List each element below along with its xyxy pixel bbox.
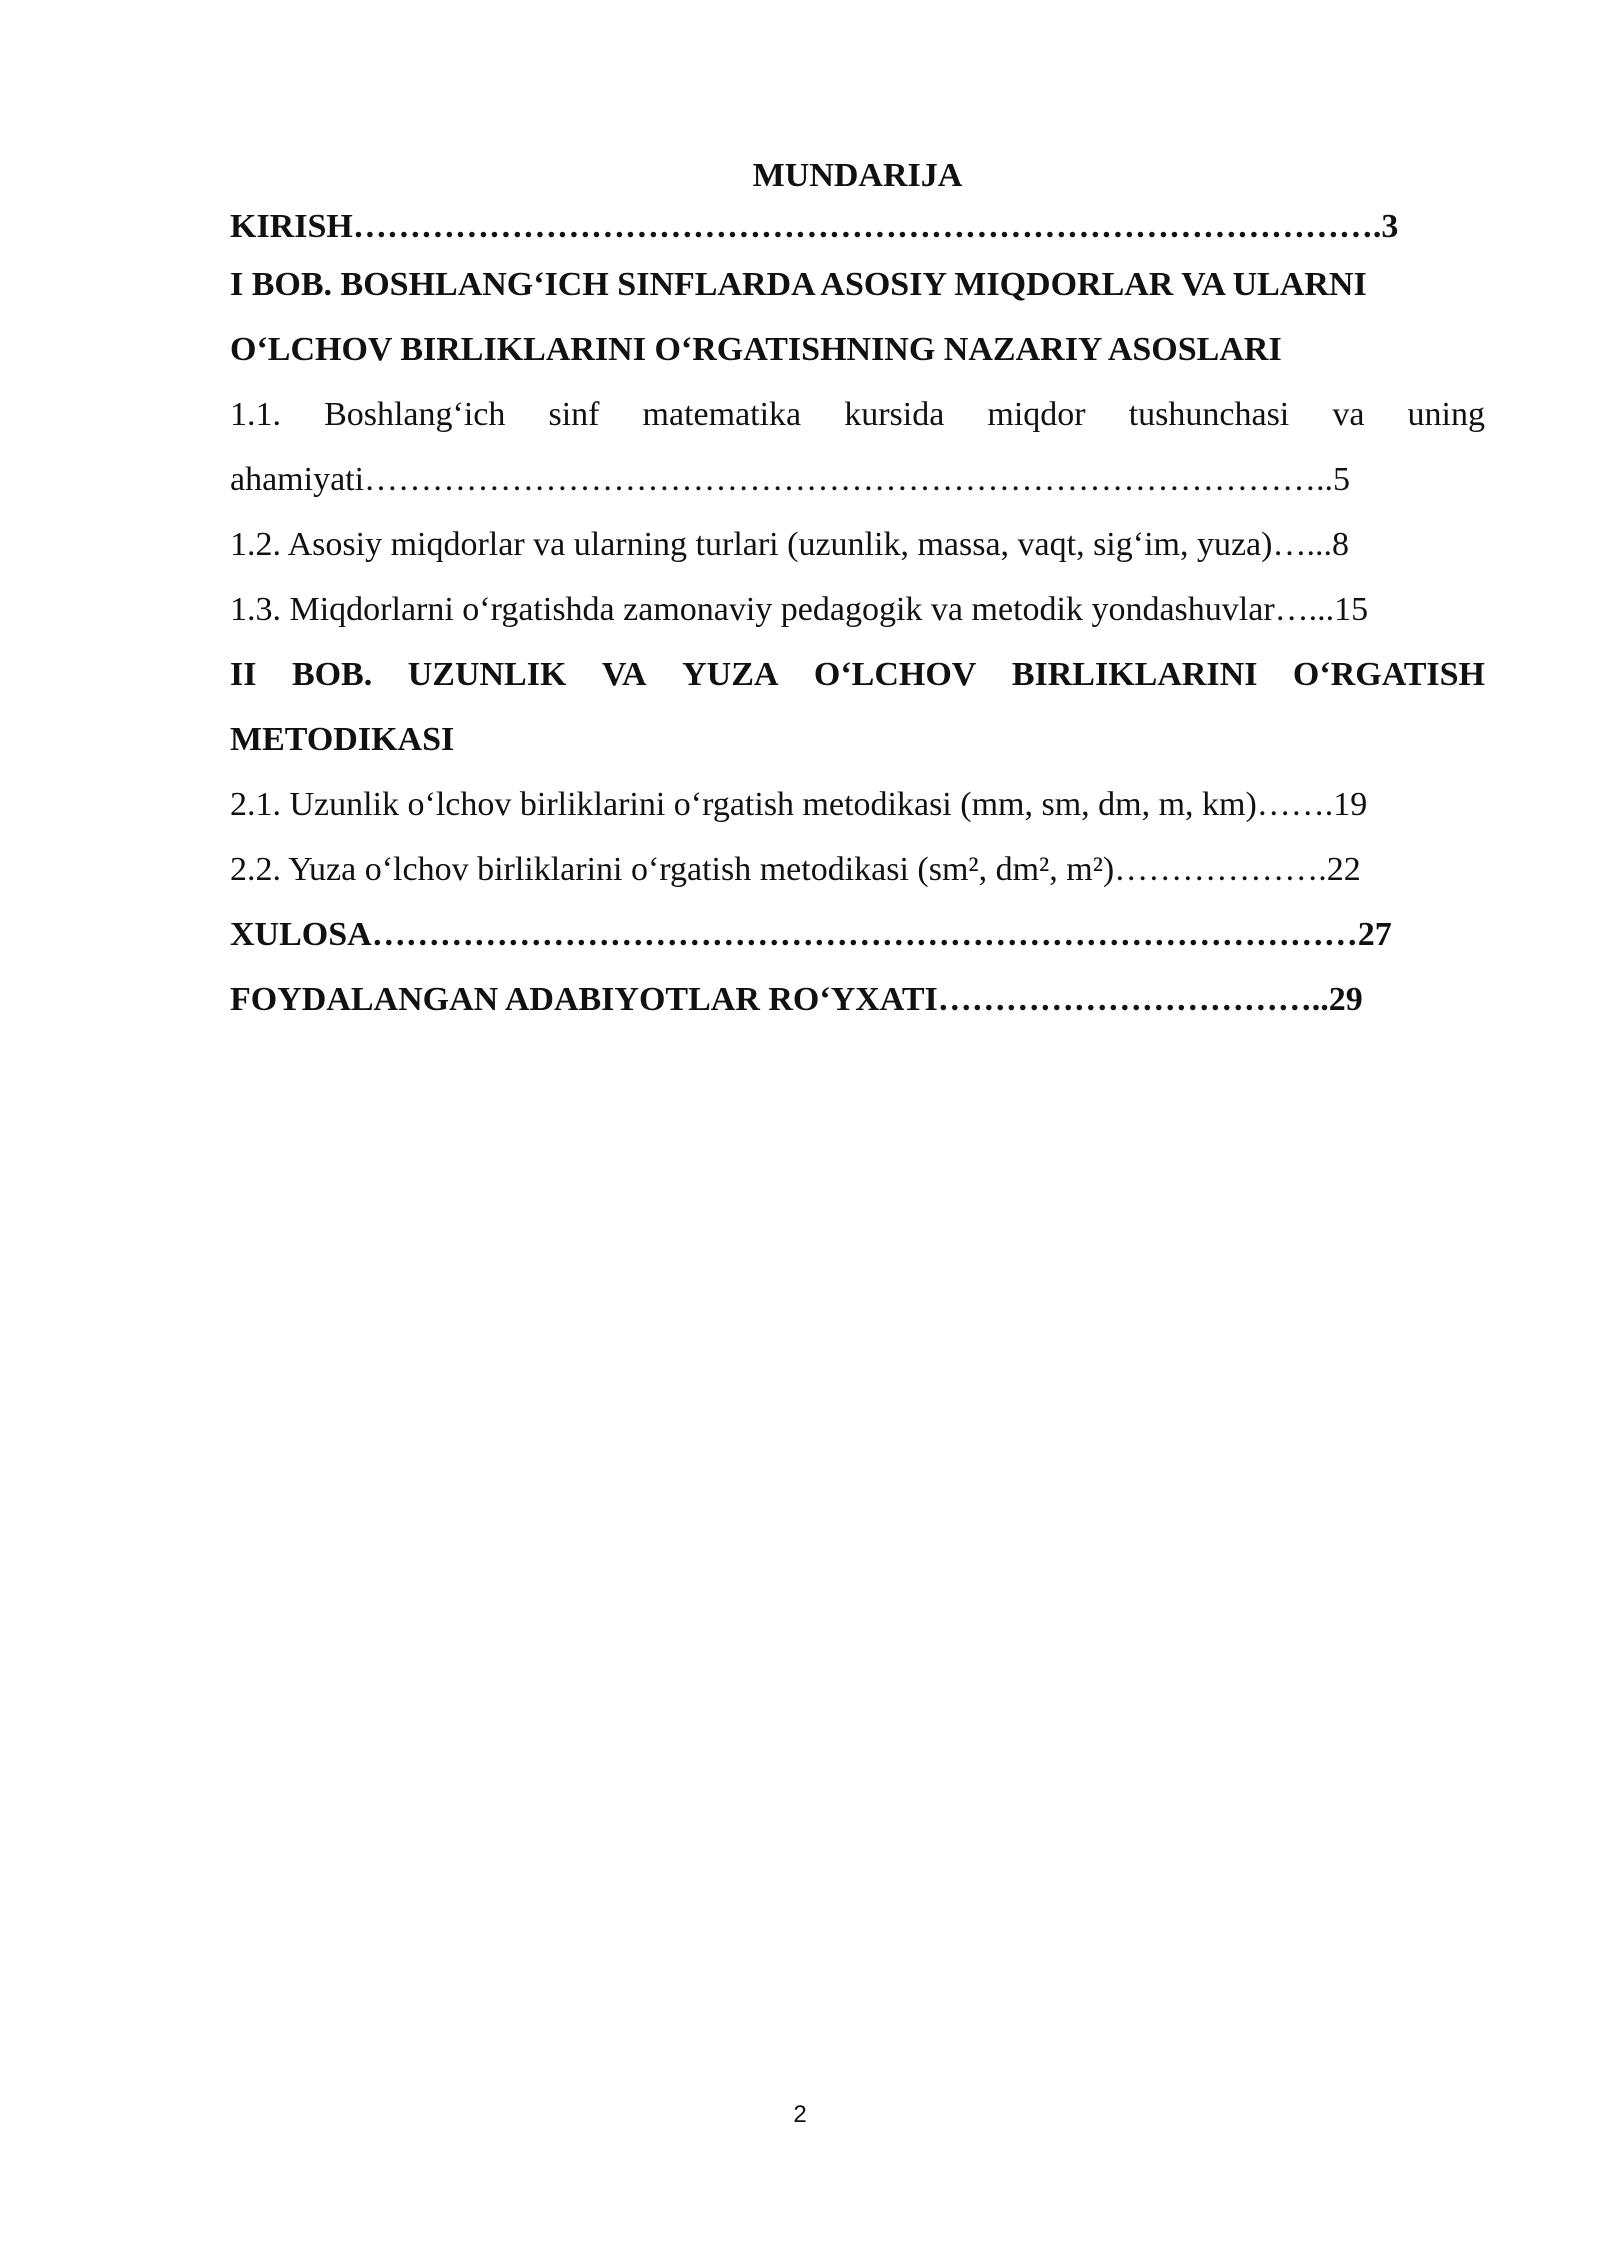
toc-chapter-1-line-2: O‘LCHOV BIRLIKLARINI O‘RGATISHNING NAZARIY ASOSLARI (230, 331, 1282, 368)
toc-entry-kirish: KIRISH……………………………………………………………………………….3 (230, 208, 1399, 245)
word: 1.1. (230, 396, 281, 433)
word: tushunchasi (1128, 396, 1290, 433)
word: UZUNLIK (407, 656, 567, 693)
word: II (230, 656, 257, 693)
word: BIRLIKLARINI (1011, 656, 1258, 693)
word: Boshlang‘ich (324, 396, 506, 433)
word: matematika (642, 396, 802, 433)
word: O‘LCHOV (813, 656, 977, 693)
toc-section-1-1-line-2: ahamiyati…………………………………………………………………………..5 (230, 461, 1351, 498)
toc-section-1-3: 1.3. Miqdorlarni o‘rgatishda zamonaviy pedagogik va metodik yondashuvlar…...15 (230, 591, 1369, 628)
toc-entry-xulosa: XULOSA……………………………………………………………………………27 (230, 916, 1392, 953)
toc-chapter-2-line-1 (230, 642, 1485, 707)
toc-section-1-2: 1.2. Asosiy miqdorlar va ularning turlari (uzunlik, massa, vaqt, sig‘im, yuza)…...8 (230, 526, 1349, 563)
page-number: 2 (793, 2101, 807, 2128)
word: kursida (844, 396, 945, 433)
word: miqdor (987, 396, 1086, 433)
toc-title: MUNDARIJA (752, 157, 963, 194)
word: sinf (548, 396, 600, 433)
word: O‘RGATISH (1292, 656, 1485, 693)
table-of-contents (230, 150, 1485, 1032)
toc-section-1-1-line-1 (230, 382, 1485, 447)
toc-entry-references: FOYDALANGAN ADABIYOTLAR RO‘YXATI……………………………..29 (230, 981, 1363, 1018)
word: uning (1407, 396, 1485, 433)
word: va (1332, 396, 1365, 433)
toc-section-2-1: 2.1. Uzunlik o‘lchov birliklarini o‘rgatish metodikasi (mm, sm, dm, m, km)…….19 (230, 786, 1368, 823)
toc-section-2-2: 2.2. Yuza o‘lchov birliklarini o‘rgatish metodikasi (sm², dm², m²)……………….22 (230, 851, 1361, 888)
word: YUZA (682, 656, 779, 693)
word: BOB. (291, 656, 373, 693)
word: VA (601, 656, 647, 693)
toc-chapter-2-line-2: METODIKASI (230, 721, 455, 758)
toc-chapter-1-line-1: I BOB. BOSHLANG‘ICH SINFLARDA ASOSIY MIQDORLAR VA ULARNI (230, 266, 1367, 303)
